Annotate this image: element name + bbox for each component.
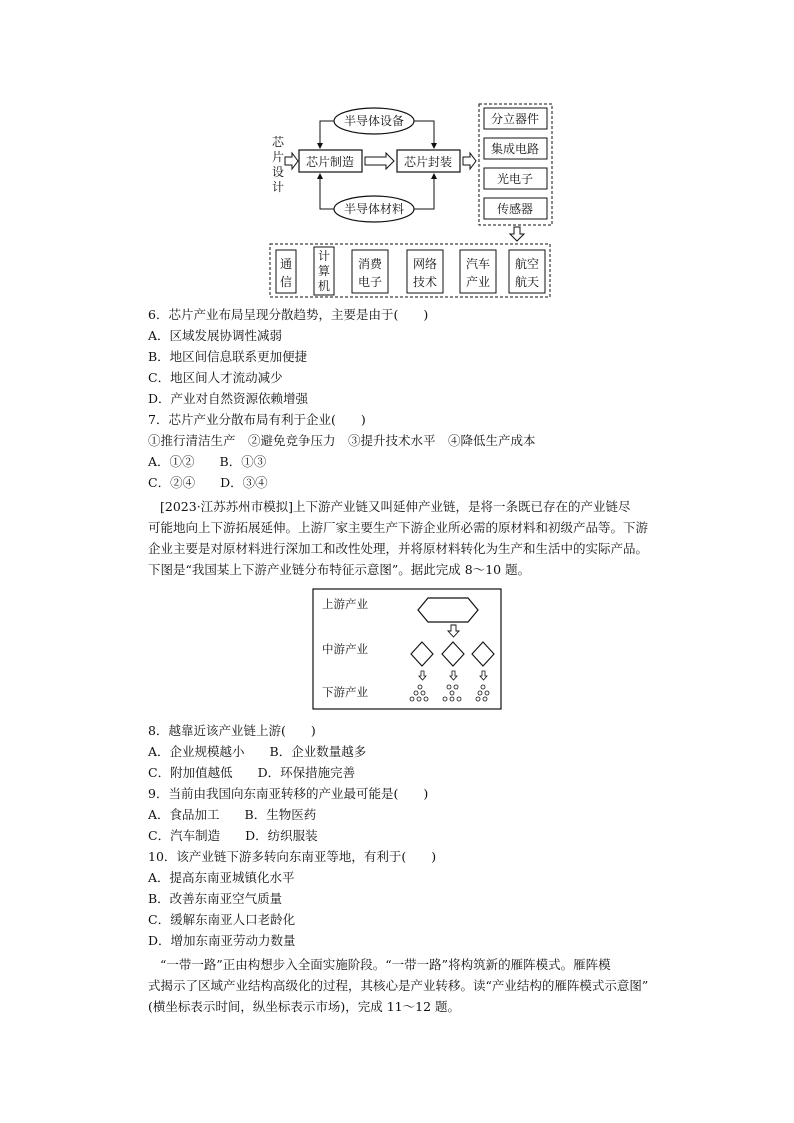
product-label: 集成电路 — [490, 142, 540, 156]
intro-line: “一带一路”正由构想步入全面实施阶段。“一带一路”将构筑新的雁阵模式。雁阵模 — [160, 957, 611, 972]
industry-chain-diagram — [312, 588, 502, 710]
svg-text:电子: 电子 — [357, 275, 383, 289]
q9-stem: 9．当前由我国向东南亚转移的产业最可能是( ) — [148, 786, 429, 801]
q10-stem: 10．该产业链下游多转向东南亚等地，有利于( ) — [148, 849, 437, 864]
svg-text:片: 片 — [272, 150, 285, 164]
q7-items: ①推行清洁生产 ②避免竞争压力 ③提升技术水平 ④降低生产成本 — [148, 433, 536, 448]
upstream-hexagon — [418, 598, 478, 622]
hollow-arrow-icon — [285, 153, 298, 169]
intro-line: 式揭示了区域产业结构高级化的过程，其核心是产业转移。读“产业结构的雁阵模式示意图” — [148, 978, 649, 993]
q10-option-d: D．增加东南亚劳动力数量 — [148, 933, 296, 948]
q8-stem: 8．越靠近该产业链上游( ) — [148, 723, 316, 738]
q9-options-ab: A．食品加工 B．生物医药 — [148, 807, 317, 822]
upstream-label: 上游产业 — [322, 597, 368, 611]
q6-option-d: D．产业对自然资源依赖增强 — [148, 391, 309, 406]
q8-options-cd: C．附加值越低 D．环保措施完善 — [148, 765, 356, 780]
down-arrow-icon — [510, 227, 524, 241]
intro-line: (横坐标表示时间，纵坐标表示市场)，完成 11～12 题。 — [148, 999, 461, 1014]
q7-stem: 7．芯片产业分散布局有利于企业( ) — [148, 412, 366, 427]
chip-design-label — [272, 134, 285, 194]
q9-options-cd: C．汽车制造 D．纺织服装 — [148, 828, 318, 843]
intro-line: 企业主要是对原材料进行深加工和改性处理，并将原材料转化为生产和生活中的实际产品。 — [148, 541, 649, 556]
svg-text:网络: 网络 — [412, 257, 438, 271]
q10-option-a: A．提高东南亚城镇化水平 — [148, 870, 295, 885]
hollow-arrow-icon — [463, 153, 476, 169]
double-arrow-icon — [365, 153, 394, 169]
q7-options-cd: C．②④ D．③④ — [148, 475, 268, 490]
svg-text:信: 信 — [279, 275, 293, 289]
intro-paragraph-8-10 — [148, 496, 688, 580]
midstream-label: 中游产业 — [322, 642, 368, 656]
svg-text:消费: 消费 — [357, 257, 383, 271]
intro-line: 下图是“我国某上下游产业链分布特征示意图”。据此完成 8～10 题。 — [148, 562, 531, 577]
q8-options-ab: A．企业规模越小 B．企业数量越多 — [148, 744, 367, 759]
intro-paragraph-11-12 — [148, 954, 688, 1017]
svg-text:产业: 产业 — [465, 275, 491, 289]
svg-text:计: 计 — [317, 249, 331, 263]
product-label: 分立器件 — [490, 112, 540, 126]
svg-text:机: 机 — [317, 279, 331, 293]
svg-text:航空: 航空 — [514, 257, 540, 271]
q7-options-ab: A．①② B．①③ — [148, 454, 267, 469]
q6-option-b: B．地区间信息联系更加便捷 — [148, 349, 308, 364]
downstream-label: 下游产业 — [322, 685, 368, 699]
equipment-label: 半导体设备 — [343, 114, 405, 128]
intro-line: 可能地向上下游拓展延伸。上游厂家主要生产下游企业所必需的原材料和初级产品等。下游 — [148, 520, 649, 535]
svg-text:算: 算 — [317, 264, 331, 278]
svg-text:设: 设 — [272, 165, 285, 179]
materials-label: 半导体材料 — [343, 202, 405, 216]
q10-option-c: C．缓解东南亚人口老龄化 — [148, 912, 296, 927]
packaging-label: 芯片封装 — [403, 155, 453, 169]
q6-option-a: A．区域发展协调性减弱 — [148, 328, 283, 343]
intro-line: [2023·江苏苏州市模拟]上下游产业链又叫延伸产业链，是将一条既已存在的产业链尽 — [160, 499, 631, 514]
manufacture-label: 芯片制造 — [305, 155, 355, 169]
svg-text:芯: 芯 — [272, 135, 285, 149]
q10-option-b: B．改善东南亚空气质量 — [148, 891, 283, 906]
svg-text:汽车: 汽车 — [465, 257, 491, 271]
product-label: 光电子 — [496, 172, 534, 186]
svg-text:航天: 航天 — [514, 275, 540, 289]
q6-option-c: C．地区间人才流动减少 — [148, 370, 283, 385]
chip-industry-chain-diagram — [264, 100, 564, 300]
product-label: 传感器 — [496, 202, 534, 216]
svg-text:通: 通 — [279, 257, 293, 271]
svg-text:技术: 技术 — [412, 275, 438, 289]
q6-stem: 6．芯片产业布局呈现分散趋势，主要是由于( ) — [148, 307, 429, 322]
svg-text:计: 计 — [272, 180, 285, 194]
